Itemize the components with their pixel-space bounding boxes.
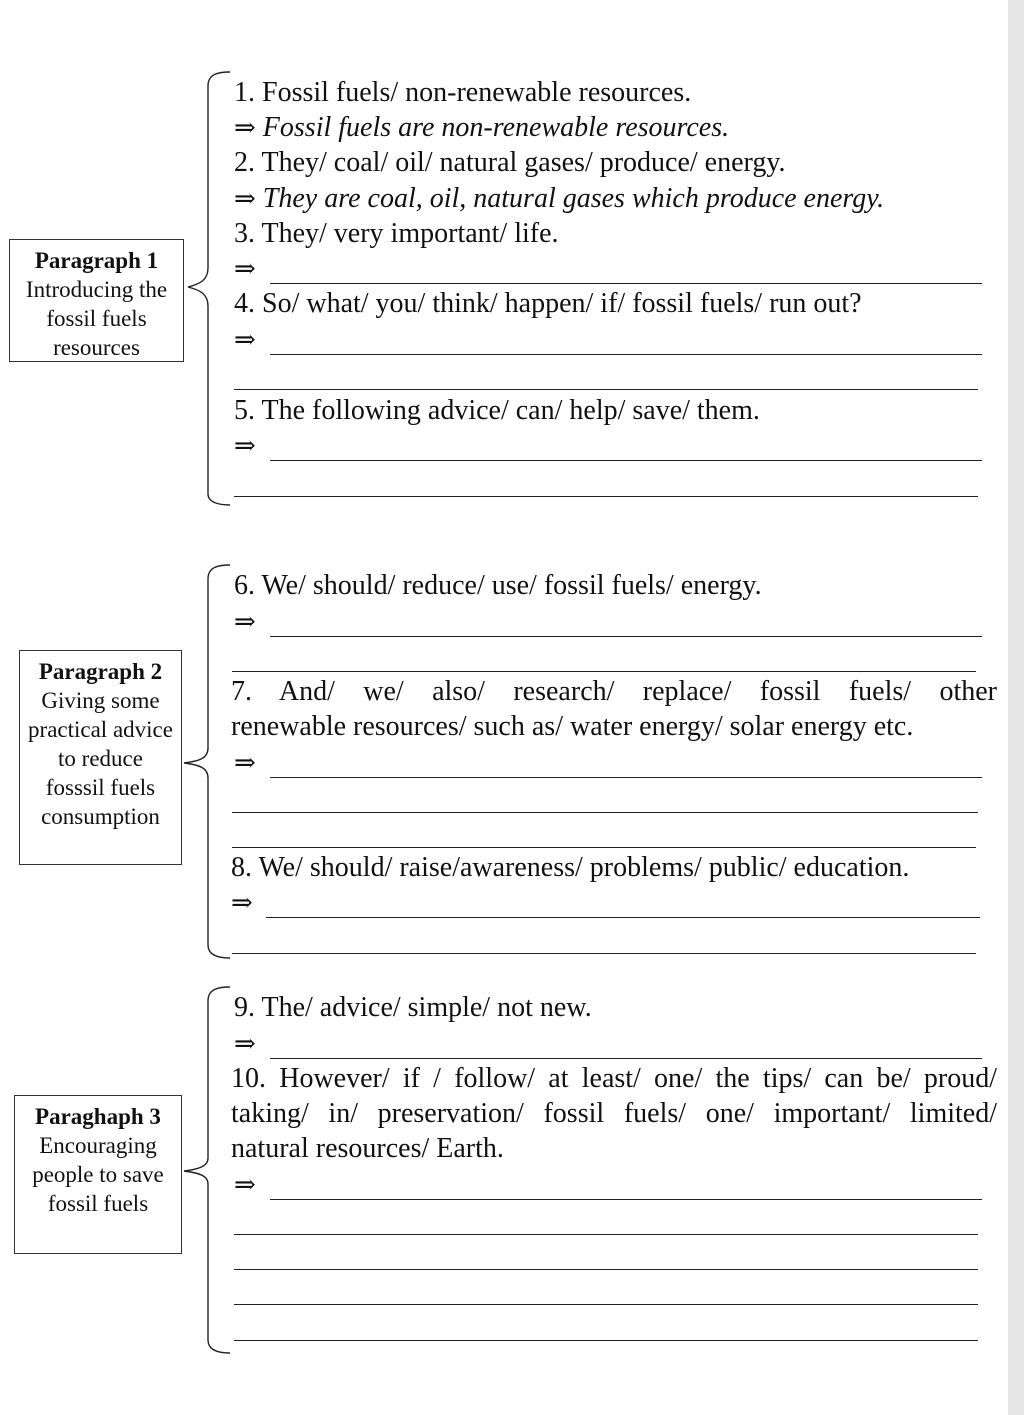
item-8-prompt: 8. We/ should/ raise/awareness/ problems/ public/ education. <box>231 852 910 883</box>
item-8-answer-line-1[interactable] <box>266 917 980 918</box>
arrow-icon: ⇒ <box>234 607 256 636</box>
item-10-answer-line-2[interactable] <box>234 1234 978 1235</box>
item-7-answer-line-1[interactable] <box>270 777 982 778</box>
bracket-paragraph-1 <box>188 72 230 505</box>
item-6-answer-line-2[interactable] <box>232 671 976 672</box>
arrow-icon: ⇒ <box>231 888 253 917</box>
item-9-answer-line[interactable] <box>270 1058 982 1059</box>
item-1-answer <box>234 111 729 145</box>
arrow-icon: ⇒ <box>234 113 256 142</box>
item-4-arrow <box>234 323 256 357</box>
paragraph-1-description: Introducing the fossil fuels resources <box>25 277 168 360</box>
arrow-icon: ⇒ <box>234 254 256 283</box>
item-10-prompt-line-2: taking/ in/ preservation/ fossil fuels/ one/ important/ limited/ <box>231 1098 997 1129</box>
item-2-answer-text: They are coal, oil, natural gases which produce energy. <box>262 183 885 214</box>
arrow-icon: ⇒ <box>234 1029 256 1058</box>
item-1-prompt: 1. Fossil fuels/ non-renewable resources. <box>234 77 692 108</box>
item-9-arrow <box>234 1027 256 1061</box>
paragraph-2-description: Giving some practical advice to reduce fosssil fuels consumption <box>28 688 173 829</box>
item-4-answer-line-1[interactable] <box>270 354 982 355</box>
item-7-arrow <box>234 746 256 780</box>
item-7-prompt-line-2: renewable resources/ such as/ water energy/ solar energy etc. <box>231 711 914 742</box>
item-4-answer-line-2[interactable] <box>234 389 978 390</box>
item-5-arrow <box>234 429 256 463</box>
item-3-prompt: 3. They/ very important/ life. <box>234 218 559 249</box>
item-8-answer-line-2[interactable] <box>232 953 976 954</box>
arrow-icon: ⇒ <box>234 184 256 213</box>
item-10-answer-line-4[interactable] <box>234 1304 978 1305</box>
arrow-icon: ⇒ <box>234 325 256 354</box>
item-3-arrow <box>234 252 256 286</box>
bracket-paragraph-2 <box>184 565 230 958</box>
item-5-answer-line-2[interactable] <box>234 496 978 497</box>
arrow-icon: ⇒ <box>234 431 256 460</box>
arrow-icon: ⇒ <box>234 748 256 777</box>
bracket-paragraph-3 <box>184 987 230 1353</box>
item-6-arrow <box>234 605 256 639</box>
item-10-answer-line-5[interactable] <box>234 1340 978 1341</box>
item-2-prompt: 2. They/ coal/ oil/ natural gases/ produce/ energy. <box>234 147 786 178</box>
item-10-prompt-line-3: natural resources/ Earth. <box>231 1133 504 1164</box>
page-edge-shadow <box>1008 0 1024 1415</box>
item-5-prompt: 5. The following advice/ can/ help/ save/ them. <box>234 395 760 426</box>
item-8-arrow <box>231 886 253 920</box>
item-7-answer-line-3[interactable] <box>232 847 976 848</box>
item-6-answer-line-1[interactable] <box>270 636 982 637</box>
paragraph-3-title: Paraghaph 3 <box>35 1104 161 1129</box>
arrow-icon: ⇒ <box>234 1170 256 1199</box>
item-1-answer-text: Fossil fuels are non-renewable resources. <box>262 112 730 143</box>
item-2-answer <box>234 182 884 216</box>
paragraph-1-title: Paragraph 1 <box>34 248 159 273</box>
item-9-prompt: 9. The/ advice/ simple/ not new. <box>234 992 592 1023</box>
item-4-prompt: 4. So/ what/ you/ think/ happen/ if/ fossil fuels/ run out? <box>234 288 862 319</box>
item-7-prompt-line-1: 7. And/ we/ also/ research/ replace/ fossil fuels/ other <box>231 676 997 707</box>
paragraph-3-description: Encouraging people to save fossil fuels <box>32 1133 164 1216</box>
item-7-answer-line-2[interactable] <box>232 812 978 813</box>
paragraph-2-title: Paragraph 2 <box>38 659 163 684</box>
item-5-answer-line-1[interactable] <box>270 460 982 461</box>
item-3-answer-line[interactable] <box>270 283 982 284</box>
item-6-prompt: 6. We/ should/ reduce/ use/ fossil fuels/ energy. <box>234 570 762 601</box>
item-10-answer-line-3[interactable] <box>234 1269 978 1270</box>
item-10-arrow <box>234 1168 256 1202</box>
item-10-prompt-line-1: 10. However/ if / follow/ at least/ one/ the tips/ can be/ proud/ <box>231 1063 997 1094</box>
item-10-answer-line-1[interactable] <box>270 1199 982 1200</box>
